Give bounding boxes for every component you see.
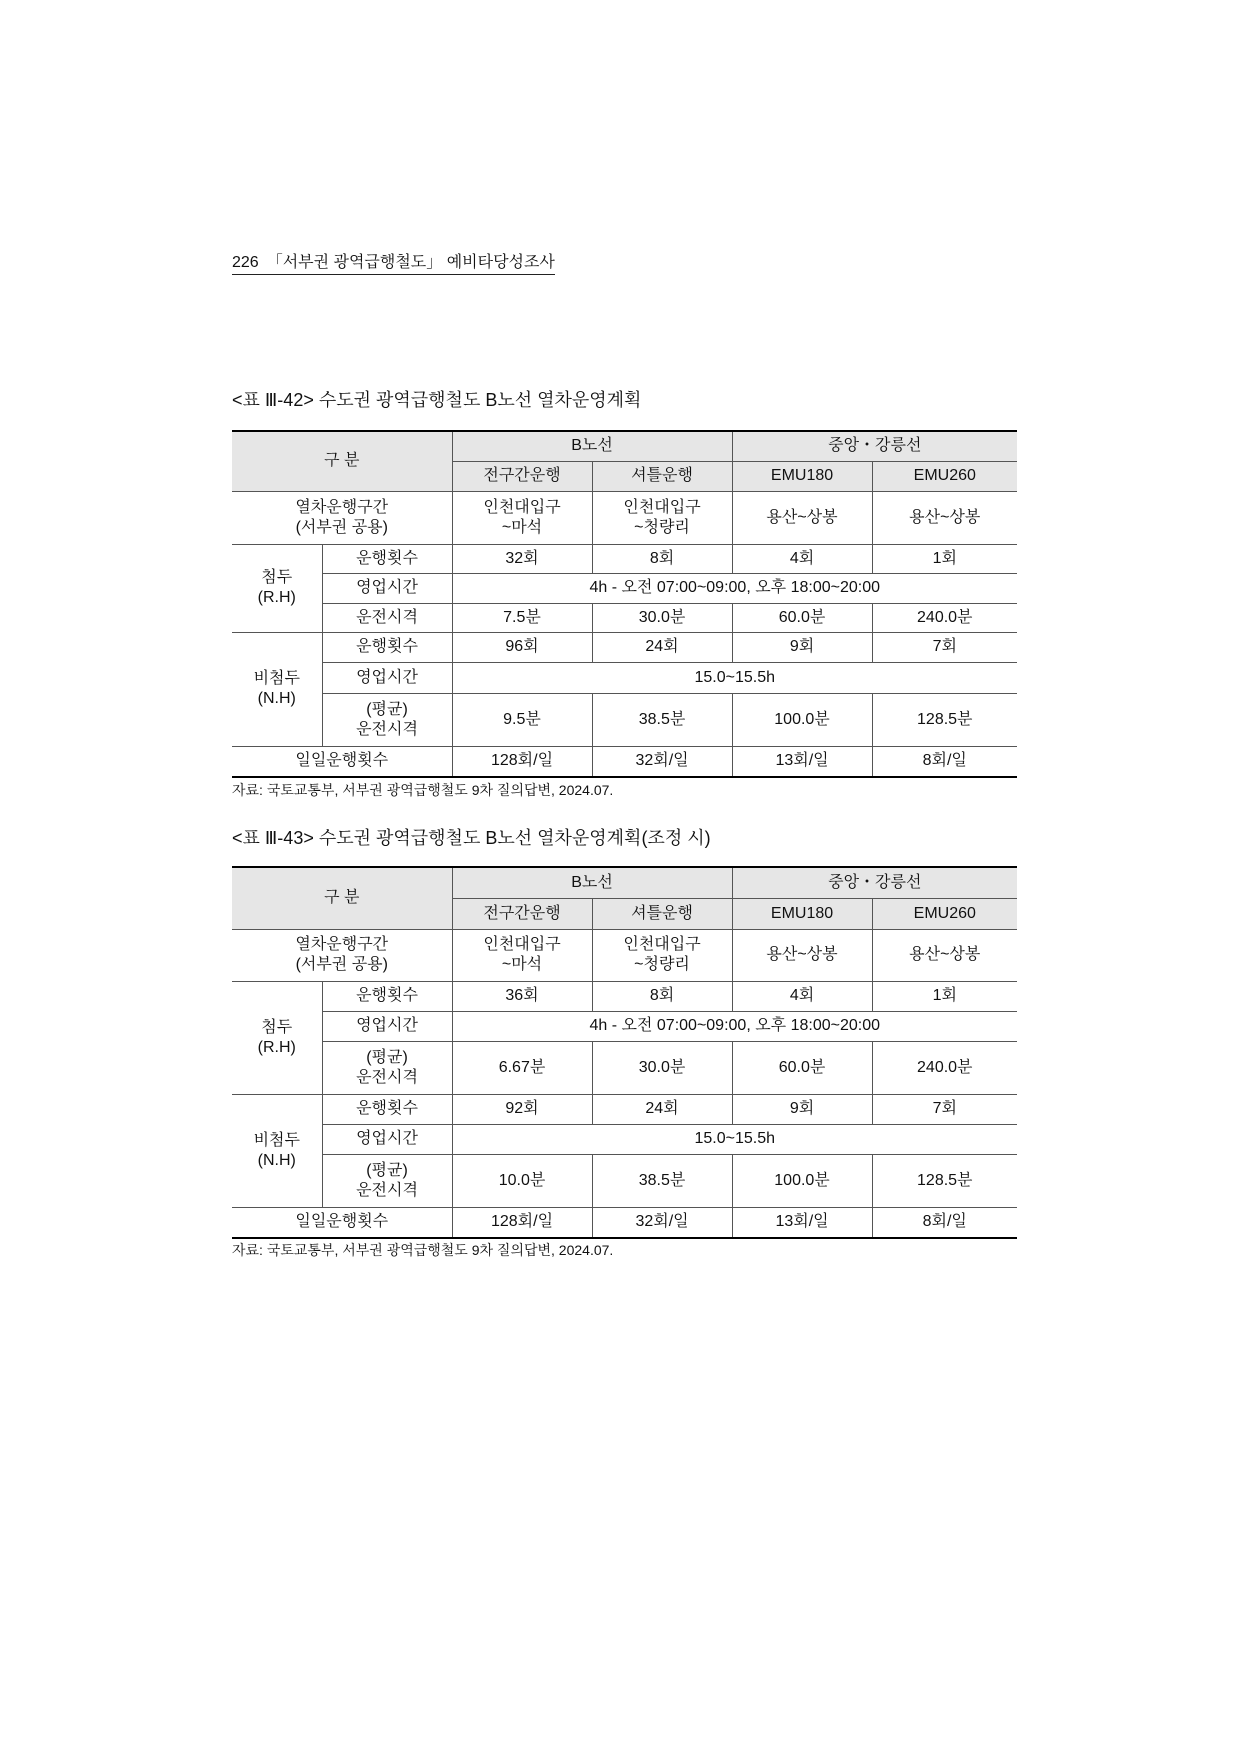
daily-frequency-cell: 8회/일 (872, 746, 1017, 777)
peak-headway-cell: 30.0분 (592, 1041, 732, 1094)
off-peak-frequency-cell: 24회 (592, 632, 732, 662)
peak-frequency-cell: 32회 (452, 544, 592, 573)
header-column-full-route: 전구간운행 (452, 461, 592, 491)
row-label-daily-frequency: 일일운행횟수 (232, 746, 452, 777)
page-header (232, 253, 555, 275)
peak-headway-cell: 240.0분 (872, 603, 1017, 632)
header-group-jungang-gangneung: 중앙・강릉선 (732, 431, 1017, 461)
row-label-peak-frequency: 운행횟수 (322, 544, 452, 573)
header-group-jungang-gangneung: 중앙・강릉선 (732, 867, 1017, 898)
row-label-peak-hours: 영업시간 (322, 1011, 452, 1041)
row-label-operation-section: 열차운행구간 (서부권 공용) (232, 491, 452, 544)
off-peak-frequency-cell: 9회 (732, 632, 872, 662)
operation-plan-table (232, 430, 1017, 778)
peak-headway-cell: 6.67분 (452, 1041, 592, 1094)
off-peak-frequency-cell: 96회 (452, 632, 592, 662)
operation-section-cell: 인천대입구 ~청량리 (592, 929, 732, 981)
row-label-off-peak-hours: 영업시간 (322, 662, 452, 693)
off-peak-headway-cell: 38.5분 (592, 693, 732, 746)
header-group-b-line: B노선 (452, 867, 732, 898)
header-category: 구 분 (232, 431, 452, 491)
off-peak-hours-cell: 15.0~15.5h (452, 1124, 1017, 1154)
adjusted-operation-plan-table (232, 866, 1017, 1239)
peak-frequency-cell: 8회 (592, 981, 732, 1011)
header-group-b-line: B노선 (452, 431, 732, 461)
operation-section-cell: 용산~상봉 (732, 929, 872, 981)
header-column-full-route: 전구간운행 (452, 898, 592, 929)
peak-frequency-cell: 1회 (872, 544, 1017, 573)
operation-section-cell: 인천대입구 ~청량리 (592, 491, 732, 544)
peak-headway-cell: 240.0분 (872, 1041, 1017, 1094)
off-peak-headway-cell: 128.5분 (872, 693, 1017, 746)
off-peak-frequency-cell: 92회 (452, 1094, 592, 1124)
peak-frequency-cell: 36회 (452, 981, 592, 1011)
row-label-peak-headway: (평균) 운전시격 (322, 1041, 452, 1094)
page-number: 226 (232, 254, 259, 271)
operation-section-cell: 인천대입구 ~마석 (452, 491, 592, 544)
peak-headway-cell: 30.0분 (592, 603, 732, 632)
row-label-peak-hours: 영업시간 (322, 573, 452, 603)
daily-frequency-cell: 8회/일 (872, 1207, 1017, 1238)
peak-frequency-cell: 4회 (732, 981, 872, 1011)
row-label-peak-frequency: 운행횟수 (322, 981, 452, 1011)
header-column-shuttle: 셔틀운행 (592, 898, 732, 929)
daily-frequency-cell: 128회/일 (452, 1207, 592, 1238)
off-peak-headway-cell: 38.5분 (592, 1154, 732, 1207)
daily-frequency-cell: 32회/일 (592, 746, 732, 777)
header-column-emu260: EMU260 (872, 898, 1017, 929)
operation-section-cell: 용산~상봉 (872, 491, 1017, 544)
row-label-off-peak-headway: (평균) 운전시격 (322, 1154, 452, 1207)
off-peak-frequency-cell: 7회 (872, 632, 1017, 662)
operation-section-cell: 용산~상봉 (732, 491, 872, 544)
row-label-peak-headway: 운전시격 (322, 603, 452, 632)
row-label-operation-section: 열차운행구간 (서부권 공용) (232, 929, 452, 981)
peak-frequency-cell: 8회 (592, 544, 732, 573)
group-label-peak: 첨두 (R.H) (232, 544, 322, 632)
peak-hours-cell: 4h - 오전 07:00~09:00, 오후 18:00~20:00 (452, 1011, 1017, 1041)
operation-section-cell: 용산~상봉 (872, 929, 1017, 981)
header-column-emu180: EMU180 (732, 898, 872, 929)
off-peak-headway-cell: 100.0분 (732, 693, 872, 746)
off-peak-headway-cell: 9.5분 (452, 693, 592, 746)
group-label-off-peak: 비첨두 (N.H) (232, 1094, 322, 1207)
daily-frequency-cell: 32회/일 (592, 1207, 732, 1238)
operation-section-cell: 인천대입구 ~마석 (452, 929, 592, 981)
header-category: 구 분 (232, 867, 452, 929)
off-peak-headway-cell: 100.0분 (732, 1154, 872, 1207)
off-peak-headway-cell: 128.5분 (872, 1154, 1017, 1207)
header-column-emu260: EMU260 (872, 461, 1017, 491)
peak-headway-cell: 7.5분 (452, 603, 592, 632)
daily-frequency-cell: 13회/일 (732, 1207, 872, 1238)
table-caption: <표 Ⅲ-43> 수도권 광역급행철도 B노선 열차운영계획(조정 시) (232, 828, 711, 848)
off-peak-hours-cell: 15.0~15.5h (452, 662, 1017, 693)
peak-headway-cell: 60.0분 (732, 1041, 872, 1094)
row-label-off-peak-hours: 영업시간 (322, 1124, 452, 1154)
document-title: 「서부권 광역급행철도」 예비타당성조사 (266, 254, 555, 271)
off-peak-headway-cell: 10.0분 (452, 1154, 592, 1207)
peak-hours-cell: 4h - 오전 07:00~09:00, 오후 18:00~20:00 (452, 573, 1017, 603)
row-label-daily-frequency: 일일운행횟수 (232, 1207, 452, 1238)
peak-headway-cell: 60.0분 (732, 603, 872, 632)
table-source-note: 자료: 국토교통부, 서부권 광역급행철도 9차 질의답변, 2024.07. (232, 1242, 614, 1258)
table-source-note: 자료: 국토교통부, 서부권 광역급행철도 9차 질의답변, 2024.07. (232, 782, 614, 798)
group-label-peak: 첨두 (R.H) (232, 981, 322, 1094)
daily-frequency-cell: 13회/일 (732, 746, 872, 777)
off-peak-frequency-cell: 9회 (732, 1094, 872, 1124)
off-peak-frequency-cell: 7회 (872, 1094, 1017, 1124)
peak-frequency-cell: 1회 (872, 981, 1017, 1011)
row-label-off-peak-headway: (평균) 운전시격 (322, 693, 452, 746)
group-label-off-peak: 비첨두 (N.H) (232, 632, 322, 746)
header-column-shuttle: 셔틀운행 (592, 461, 732, 491)
row-label-off-peak-frequency: 운행횟수 (322, 632, 452, 662)
off-peak-frequency-cell: 24회 (592, 1094, 732, 1124)
row-label-off-peak-frequency: 운행횟수 (322, 1094, 452, 1124)
peak-frequency-cell: 4회 (732, 544, 872, 573)
daily-frequency-cell: 128회/일 (452, 746, 592, 777)
header-column-emu180: EMU180 (732, 461, 872, 491)
table-caption: <표 Ⅲ-42> 수도권 광역급행철도 B노선 열차운영계획 (232, 390, 642, 410)
